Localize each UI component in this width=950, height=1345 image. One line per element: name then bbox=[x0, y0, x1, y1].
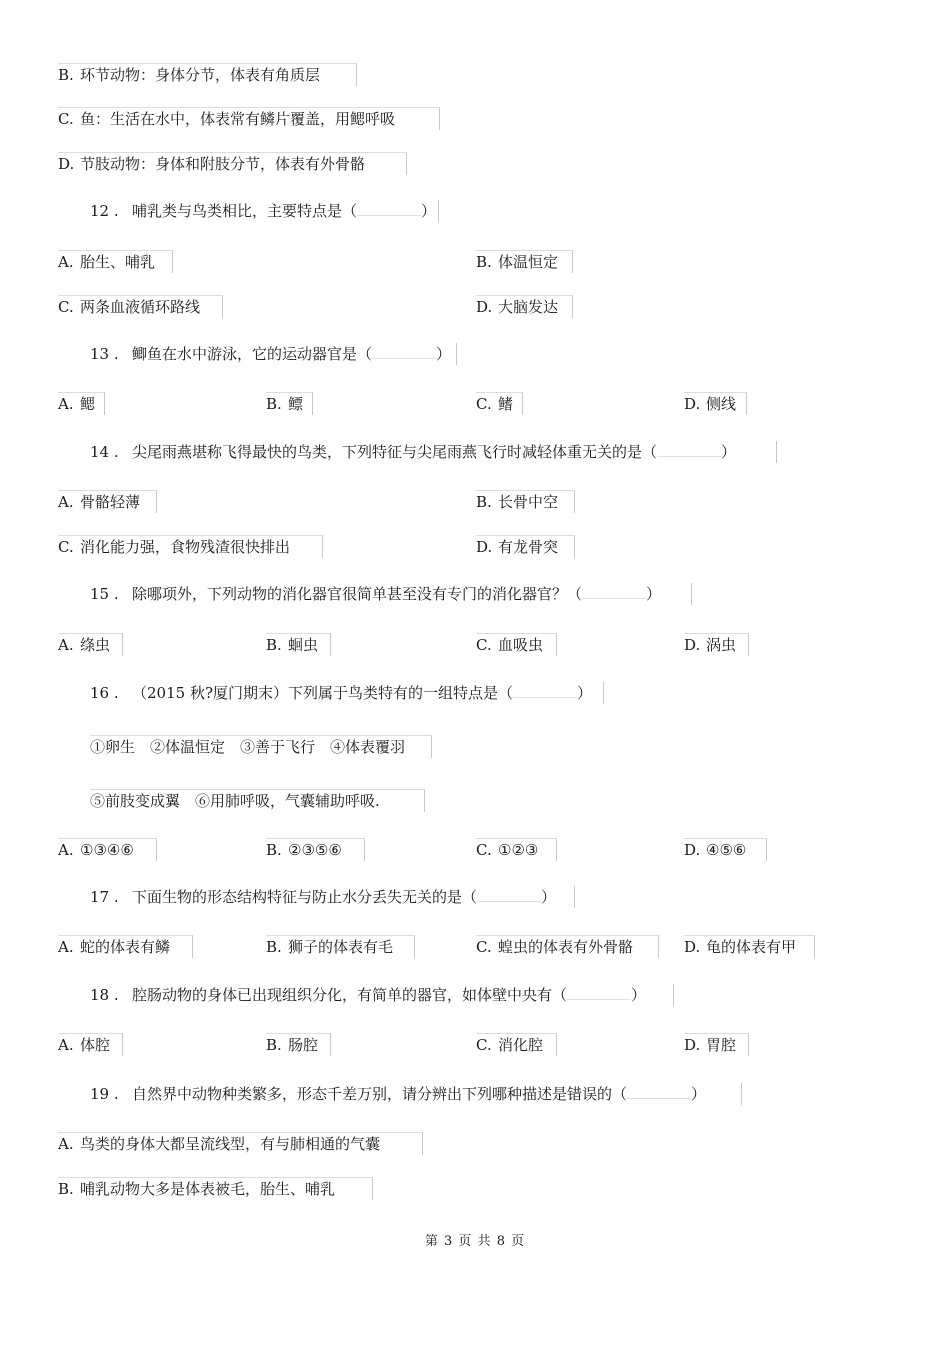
option-text: 胃腔 bbox=[706, 1036, 737, 1054]
option-text: 体腔 bbox=[80, 1036, 111, 1054]
option-letter: B. bbox=[266, 395, 282, 413]
answer-option bbox=[476, 250, 573, 273]
option-letter: C. bbox=[476, 395, 492, 413]
option-letter: A. bbox=[58, 395, 74, 413]
option-letter: C. bbox=[58, 298, 74, 316]
answer-option bbox=[58, 107, 440, 130]
answer-option bbox=[58, 490, 157, 513]
option-text: ②③⑤⑥ bbox=[288, 841, 342, 859]
answer-option bbox=[58, 392, 105, 415]
option-text: 血吸虫 bbox=[498, 636, 544, 654]
option-letter: B. bbox=[476, 493, 492, 511]
option-letter: A. bbox=[58, 938, 74, 956]
answer-blank bbox=[357, 215, 421, 216]
option-letter: A. bbox=[58, 1135, 74, 1153]
option-letter: D. bbox=[684, 636, 701, 654]
answer-blank bbox=[567, 999, 631, 1000]
option-text: 肠腔 bbox=[288, 1036, 319, 1054]
option-text: 龟的体表有甲 bbox=[706, 938, 797, 956]
option-letter: D. bbox=[684, 938, 701, 956]
option-letter: B. bbox=[266, 841, 282, 859]
question-stem bbox=[90, 583, 692, 605]
option-text: ④⑤⑥ bbox=[706, 841, 747, 859]
answer-option bbox=[684, 1033, 749, 1056]
answer-option bbox=[476, 1033, 557, 1056]
option-text: 蛔虫 bbox=[288, 636, 319, 654]
option-letter: C. bbox=[58, 110, 74, 128]
answer-option bbox=[476, 490, 575, 513]
answer-blank bbox=[627, 1098, 691, 1099]
answer-option bbox=[476, 392, 523, 415]
close-paren: ） bbox=[646, 585, 662, 603]
option-text: 绦虫 bbox=[80, 636, 111, 654]
close-paren: ） bbox=[691, 1085, 707, 1103]
statement-line: ①卵生 ②体温恒定 ③善于飞行 ④体表覆羽 bbox=[90, 735, 432, 758]
close-paren: ） bbox=[421, 202, 437, 220]
question-number: 17 . bbox=[90, 888, 119, 906]
option-letter: B. bbox=[58, 1180, 74, 1198]
answer-option bbox=[476, 838, 557, 861]
option-text: 涡虫 bbox=[706, 636, 737, 654]
answer-blank bbox=[477, 901, 541, 902]
page-footer: 第 3 页 共 8 页 bbox=[424, 1234, 526, 1249]
option-text: 蝗虫的体表有外骨骼 bbox=[498, 938, 634, 956]
option-text: 鳔 bbox=[288, 395, 304, 413]
close-paren: ） bbox=[631, 986, 647, 1004]
option-text: 有龙骨突 bbox=[498, 538, 559, 556]
question-stem bbox=[90, 1083, 742, 1105]
option-letter: B. bbox=[476, 253, 492, 271]
question-number: 18 . bbox=[90, 986, 119, 1004]
option-text: 环节动物：身体分节，体表有角质层 bbox=[80, 66, 321, 84]
option-text: 鸟类的身体大都呈流线型，有与肺相通的气囊 bbox=[80, 1135, 381, 1153]
option-text: ①③④⑥ bbox=[80, 841, 134, 859]
option-text: 蛇的体表有鳞 bbox=[80, 938, 171, 956]
option-text: 节肢动物：身体和附肢分节，体表有外骨骼 bbox=[80, 155, 366, 173]
option-letter: C. bbox=[476, 1036, 492, 1054]
answer-option bbox=[58, 633, 123, 656]
question-text: 下面生物的形态结构特征与防止水分丢失无关的是（ bbox=[132, 888, 478, 906]
question-text: 除哪项外，下列动物的消化器官很简单甚至没有专门的消化器官？（ bbox=[132, 585, 583, 603]
option-text: 大脑发达 bbox=[498, 298, 559, 316]
option-text: 胎生、哺乳 bbox=[80, 253, 156, 271]
answer-option bbox=[684, 935, 815, 958]
question-text: （2015 秋?厦门期末）下列属于鸟类特有的一组特点是（ bbox=[132, 684, 513, 702]
answer-option bbox=[266, 1033, 331, 1056]
answer-option bbox=[266, 935, 415, 958]
question-stem bbox=[90, 886, 575, 908]
option-letter: C. bbox=[476, 938, 492, 956]
option-letter: D. bbox=[684, 395, 701, 413]
close-paren: ） bbox=[541, 888, 557, 906]
option-text: 鳃 bbox=[80, 395, 96, 413]
option-letter: C. bbox=[476, 636, 492, 654]
answer-option bbox=[476, 535, 575, 558]
statement-line: ⑤前肢变成翼 ⑥用肺呼吸，气囊辅助呼吸. bbox=[90, 789, 425, 812]
answer-option bbox=[684, 838, 767, 861]
answer-option bbox=[58, 63, 357, 86]
option-letter: D. bbox=[476, 538, 493, 556]
answer-option bbox=[58, 1177, 373, 1200]
answer-option bbox=[266, 633, 331, 656]
answer-option bbox=[476, 633, 557, 656]
close-paren: ） bbox=[436, 345, 452, 363]
question-number: 15 . bbox=[90, 585, 119, 603]
option-letter: A. bbox=[58, 636, 74, 654]
answer-option bbox=[58, 535, 323, 558]
answer-option bbox=[58, 1132, 423, 1155]
question-text: 尖尾雨燕堪称飞得最快的鸟类，下列特征与尖尾雨燕飞行时减轻体重无关的是（ bbox=[132, 443, 658, 461]
option-text: 体温恒定 bbox=[498, 253, 559, 271]
question-number: 14 . bbox=[90, 443, 119, 461]
option-text: 消化腔 bbox=[498, 1036, 544, 1054]
close-paren: ） bbox=[577, 684, 593, 702]
option-text: 鱼：生活在水中，体表常有鳞片覆盖，用鳃呼吸 bbox=[80, 110, 396, 128]
option-letter: A. bbox=[58, 1036, 74, 1054]
answer-option bbox=[58, 295, 223, 318]
answer-option bbox=[476, 295, 573, 318]
answer-option bbox=[58, 838, 157, 861]
option-letter: B. bbox=[266, 636, 282, 654]
option-letter: C. bbox=[476, 841, 492, 859]
option-text: 哺乳动物大多是体表被毛，胎生、哺乳 bbox=[80, 1180, 336, 1198]
option-text: 骨骼轻薄 bbox=[80, 493, 141, 511]
answer-blank bbox=[582, 598, 646, 599]
option-text: 侧线 bbox=[706, 395, 737, 413]
answer-blank bbox=[372, 358, 436, 359]
option-letter: D. bbox=[476, 298, 493, 316]
answer-option bbox=[684, 392, 747, 415]
option-letter: B. bbox=[266, 938, 282, 956]
answer-option bbox=[58, 935, 193, 958]
answer-option bbox=[476, 935, 659, 958]
question-text: 腔肠动物的身体已出现组织分化，有简单的器官，如体壁中央有（ bbox=[132, 986, 568, 1004]
question-number: 13 . bbox=[90, 345, 119, 363]
question-number: 16 . bbox=[90, 684, 119, 702]
question-stem bbox=[90, 441, 777, 463]
answer-option bbox=[58, 152, 407, 175]
option-letter: B. bbox=[58, 66, 74, 84]
question-text: 鲫鱼在水中游泳，它的运动器官是（ bbox=[132, 345, 373, 363]
answer-option bbox=[58, 250, 173, 273]
option-letter: D. bbox=[684, 841, 701, 859]
question-stem bbox=[90, 682, 604, 704]
option-letter: D. bbox=[58, 155, 75, 173]
answer-option bbox=[684, 633, 749, 656]
close-paren: ） bbox=[721, 443, 737, 461]
option-letter: A. bbox=[58, 841, 74, 859]
option-text: 狮子的体表有毛 bbox=[288, 938, 394, 956]
answer-option bbox=[266, 838, 365, 861]
answer-blank bbox=[657, 456, 721, 457]
option-letter: A. bbox=[58, 493, 74, 511]
answer-option bbox=[266, 392, 313, 415]
answer-blank bbox=[513, 697, 577, 698]
question-number: 12 . bbox=[90, 202, 119, 220]
question-stem bbox=[90, 984, 674, 1006]
question-number: 19 . bbox=[90, 1085, 119, 1103]
question-text: 自然界中动物种类繁多，形态千差万别，请分辨出下列哪种描述是错误的（ bbox=[132, 1085, 628, 1103]
option-text: ①②③ bbox=[498, 841, 539, 859]
option-letter: B. bbox=[266, 1036, 282, 1054]
answer-option bbox=[58, 1033, 123, 1056]
option-text: 长骨中空 bbox=[498, 493, 559, 511]
option-text: 消化能力强，食物残渣很快排出 bbox=[80, 538, 291, 556]
question-stem bbox=[90, 343, 457, 365]
question-stem bbox=[90, 200, 439, 222]
option-letter: A. bbox=[58, 253, 74, 271]
option-text: 两条血液循环路线 bbox=[80, 298, 201, 316]
question-text: 哺乳类与鸟类相比，主要特点是（ bbox=[132, 202, 358, 220]
option-letter: C. bbox=[58, 538, 74, 556]
option-text: 鳍 bbox=[498, 395, 514, 413]
option-letter: D. bbox=[684, 1036, 701, 1054]
